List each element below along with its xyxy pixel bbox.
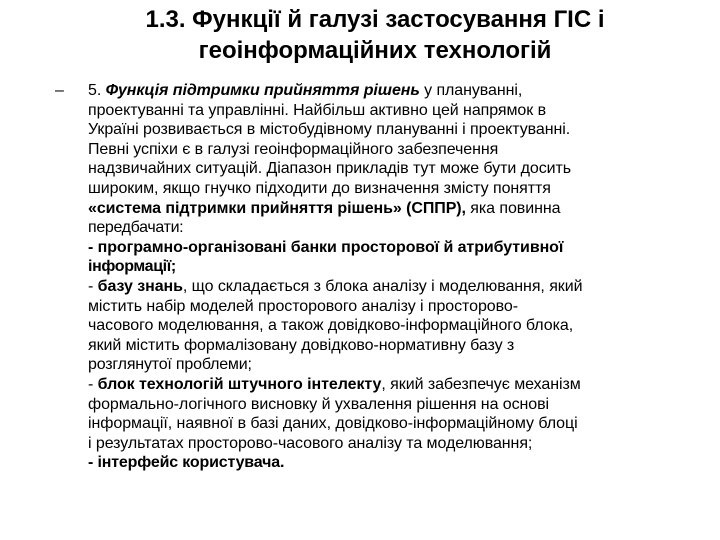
text-line: широким, якщо гнучко підходити до визначення змісту поняття bbox=[88, 179, 551, 197]
text-line: містить набір моделей просторового аналізу і просторово- bbox=[88, 297, 518, 315]
item-number: 5. bbox=[88, 82, 106, 99]
text-line: передбачати: bbox=[88, 219, 184, 237]
text-line: Певні успіхи є в галузі геоінформаційного забезпечення bbox=[88, 140, 499, 158]
bold-term: блок технологій штучного інтелекту bbox=[97, 375, 382, 393]
slide-title bbox=[60, 4, 690, 66]
bold-term: «система підтримки прийняття рішень» (СППР), bbox=[88, 199, 466, 217]
title-line-2: геоінформаційних технологій bbox=[198, 37, 552, 64]
list-item-bold: - інтерфейс користувача. bbox=[88, 454, 285, 472]
text-line bbox=[88, 199, 720, 219]
list-item bbox=[88, 277, 720, 297]
list-dash: - bbox=[88, 277, 98, 295]
text-line: проектуванні та управлінні. Найбільш активно цей напрямок в bbox=[88, 101, 546, 119]
text-line: надзвичайних ситуацій. Діапазон прикладів тут може бути досить bbox=[88, 160, 572, 178]
text-fragment: , що складається з блока аналізу і моделювання, який bbox=[182, 277, 583, 295]
emphasis-term: Функція підтримки прийняття рішень bbox=[105, 82, 420, 99]
bullet-dash: – bbox=[55, 82, 64, 99]
bold-term: базу знань bbox=[97, 277, 183, 295]
text-line: часового моделювання, а також довідково-інформаційного блока, bbox=[88, 317, 574, 335]
text-line: формально-логічного висновку й ухвалення рішення на основі bbox=[88, 395, 550, 413]
list-item bbox=[88, 375, 720, 395]
list-item-bold: інформації; bbox=[88, 258, 176, 276]
body-text bbox=[88, 81, 720, 473]
list-item-bold: - програмно-організовані банки просторової й атрибутивної bbox=[88, 238, 564, 256]
text-line: Україні розвивається в містобудівному плануванні і проектуванні. bbox=[88, 121, 571, 139]
text-line: який містить формалізовану довідково-нормативну базу з bbox=[88, 336, 515, 354]
text-line: і результатах просторово-часового аналізу та моделювання; bbox=[88, 434, 533, 452]
text-fragment: у плануванні, bbox=[419, 82, 523, 99]
text-line: розглянутої проблеми; bbox=[88, 356, 252, 374]
text-fragment: яка повинна bbox=[465, 199, 561, 217]
text-line bbox=[88, 81, 720, 101]
text-fragment: , який забезпечує механізм bbox=[381, 375, 581, 393]
title-line-1: 1.3. Функції й галузі застосування ГІС і bbox=[145, 6, 605, 33]
text-line: інформації, наявної в базі даних, довідково-інформаційному блоці bbox=[88, 415, 578, 433]
list-dash: - bbox=[88, 375, 98, 393]
